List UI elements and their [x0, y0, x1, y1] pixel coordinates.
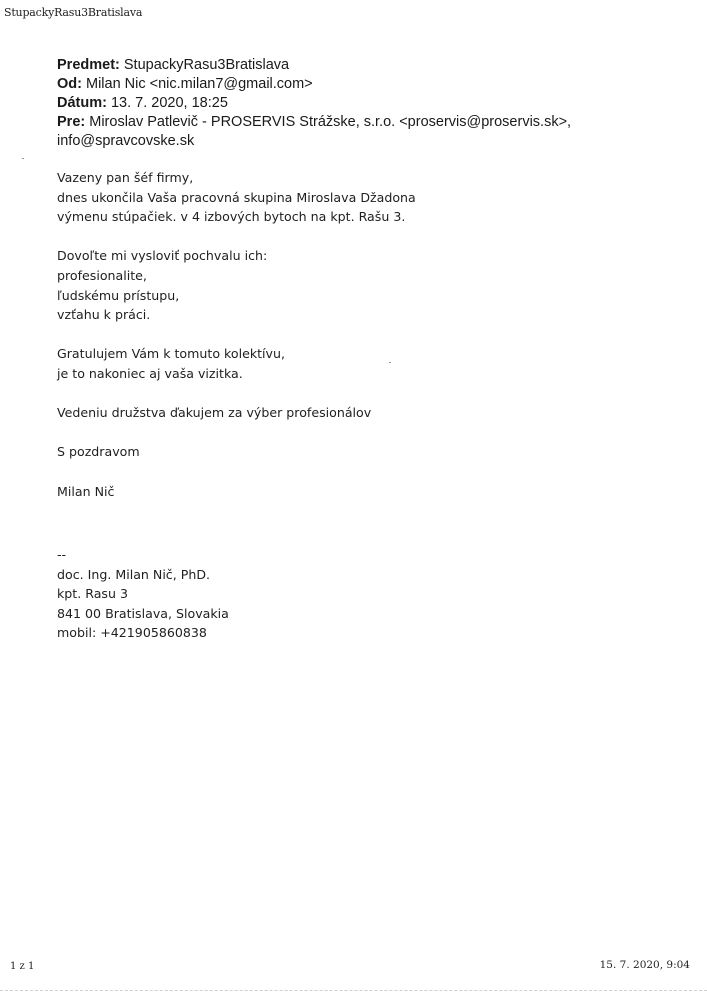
- print-timestamp: 15. 7. 2020, 9:04: [599, 959, 690, 971]
- body-line: dnes ukončila Vaša pracovná skupina Miroslava Džadona: [57, 189, 416, 205]
- from-value: Milan Nic <nic.milan7@gmail.com>: [86, 76, 313, 92]
- body-line: Gratulujem Vám k tomuto kolektívu,: [57, 346, 285, 362]
- page-header-title: StupackyRasu3Bratislava: [4, 6, 143, 19]
- scan-speck: [389, 362, 391, 363]
- to-value-line1: Miroslav Patlevič - PROSERVIS Strážske, s.r.o. <proservis@proservis.sk>,: [89, 114, 572, 130]
- body-line: Vazeny pan šéf firmy,: [57, 170, 194, 185]
- date-row: [57, 94, 657, 113]
- closing-line: S pozdravom: [57, 444, 140, 460]
- sender-name: Milan Nič: [57, 483, 115, 499]
- subject-value: StupackyRasu3Bratislava: [123, 57, 290, 73]
- body-line: profesionalite,: [57, 267, 147, 283]
- to-row-continued: [57, 132, 657, 151]
- signature-separator: --: [57, 547, 67, 563]
- date-label: Dátum:: [57, 95, 107, 111]
- body-line: vzťahu k práci.: [57, 307, 151, 323]
- body-line: výmenu stúpačiek. v 4 izbových bytoch na kpt. Rašu 3.: [57, 209, 406, 225]
- signature-mobile: mobil: +421905860838: [57, 625, 207, 641]
- subject-label: Predmet:: [57, 57, 120, 73]
- scan-edge-line: [0, 990, 707, 991]
- body-line: Dovoľte mi vysloviť pochvalu ich:: [57, 248, 268, 264]
- subject-row: [57, 56, 657, 75]
- email-headers: [57, 56, 657, 151]
- email-body: [57, 168, 657, 643]
- body-line: je to nakoniec aj vaša vizitka.: [57, 365, 243, 381]
- body-line: Vedeniu družstva ďakujem za výber profesionálov: [57, 405, 372, 421]
- scan-speck: [22, 158, 24, 159]
- date-value: 13. 7. 2020, 18:25: [110, 95, 228, 111]
- page-indicator: 1 z 1: [10, 961, 35, 972]
- from-label: Od:: [57, 76, 82, 92]
- signature-street: kpt. Rasu 3: [57, 586, 128, 602]
- signature-city: 841 00 Bratislava, Slovakia: [57, 605, 229, 621]
- to-value-line2: info@spravcovske.sk: [57, 133, 195, 149]
- to-row: [57, 113, 657, 132]
- body-line: ľudskému prístupu,: [57, 287, 180, 303]
- to-label: Pre:: [57, 114, 86, 130]
- from-row: [57, 75, 657, 94]
- signature-name: doc. Ing. Milan Nič, PhD.: [57, 566, 211, 582]
